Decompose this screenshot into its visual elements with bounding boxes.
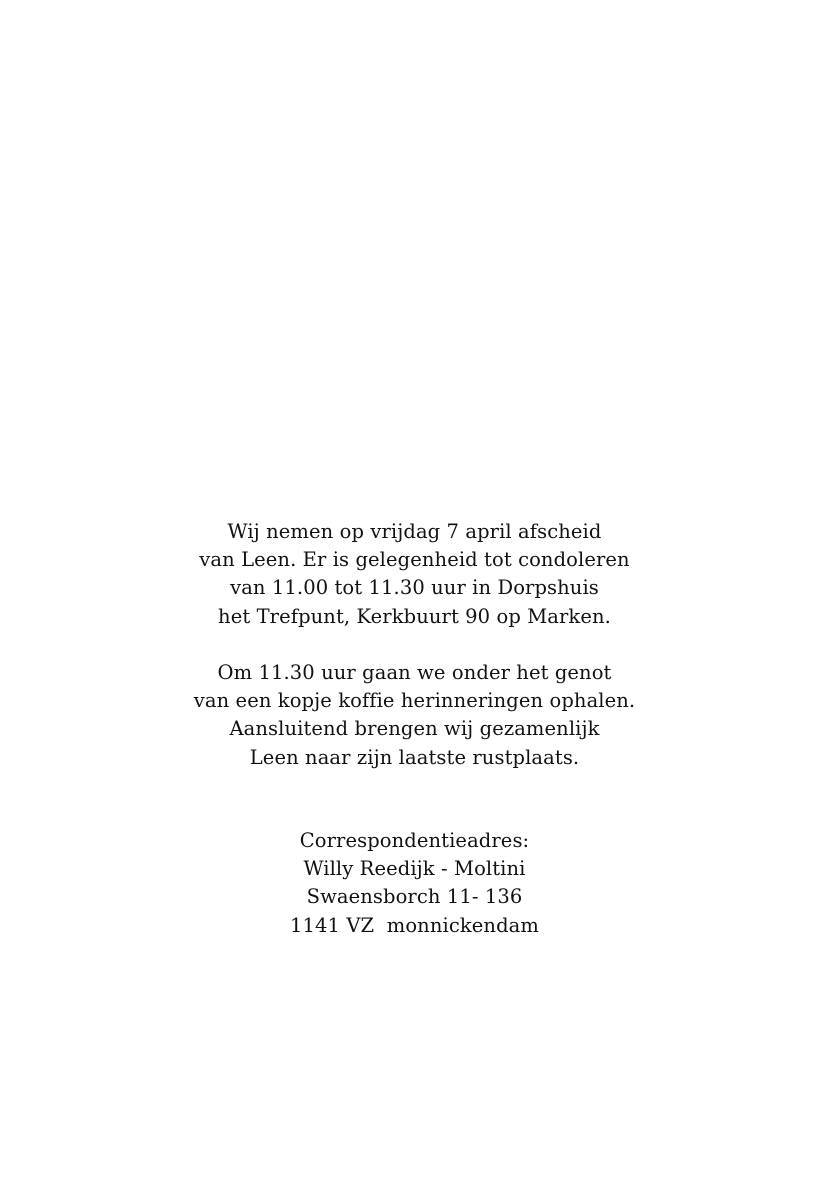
correspondence-address [0,827,829,940]
farewell-line: Wij nemen op vrijdag 7 april afscheid [227,520,602,543]
gathering-line: Aansluitend brengen wij gezamenlijk [229,717,600,741]
correspondence-street: Swaensborch 11- 136 [306,885,523,909]
farewell-line: van Leen. Er is gelegenheid tot condoleren [199,548,630,572]
gathering-line: van een kopje koffie herinneringen ophalen. [193,689,636,713]
farewell-line: van 11.00 tot 11.30 uur in Dorpshuis [230,576,599,600]
correspondence-heading: Correspondentieadres: [299,829,530,852]
farewell-line: het Trefpunt, Kerkbuurt 90 op Marken. [218,604,611,628]
gathering-paragraph [0,659,829,772]
correspondence-name: Willy Reedijk - Moltini [303,857,526,881]
correspondence-postal-city: 1141 VZ monnickendam [290,913,539,937]
farewell-paragraph [0,518,829,631]
gathering-line: Leen naar zijn laatste rustplaats. [249,745,580,769]
gathering-line: Om 11.30 uur gaan we onder het genot [217,661,612,684]
